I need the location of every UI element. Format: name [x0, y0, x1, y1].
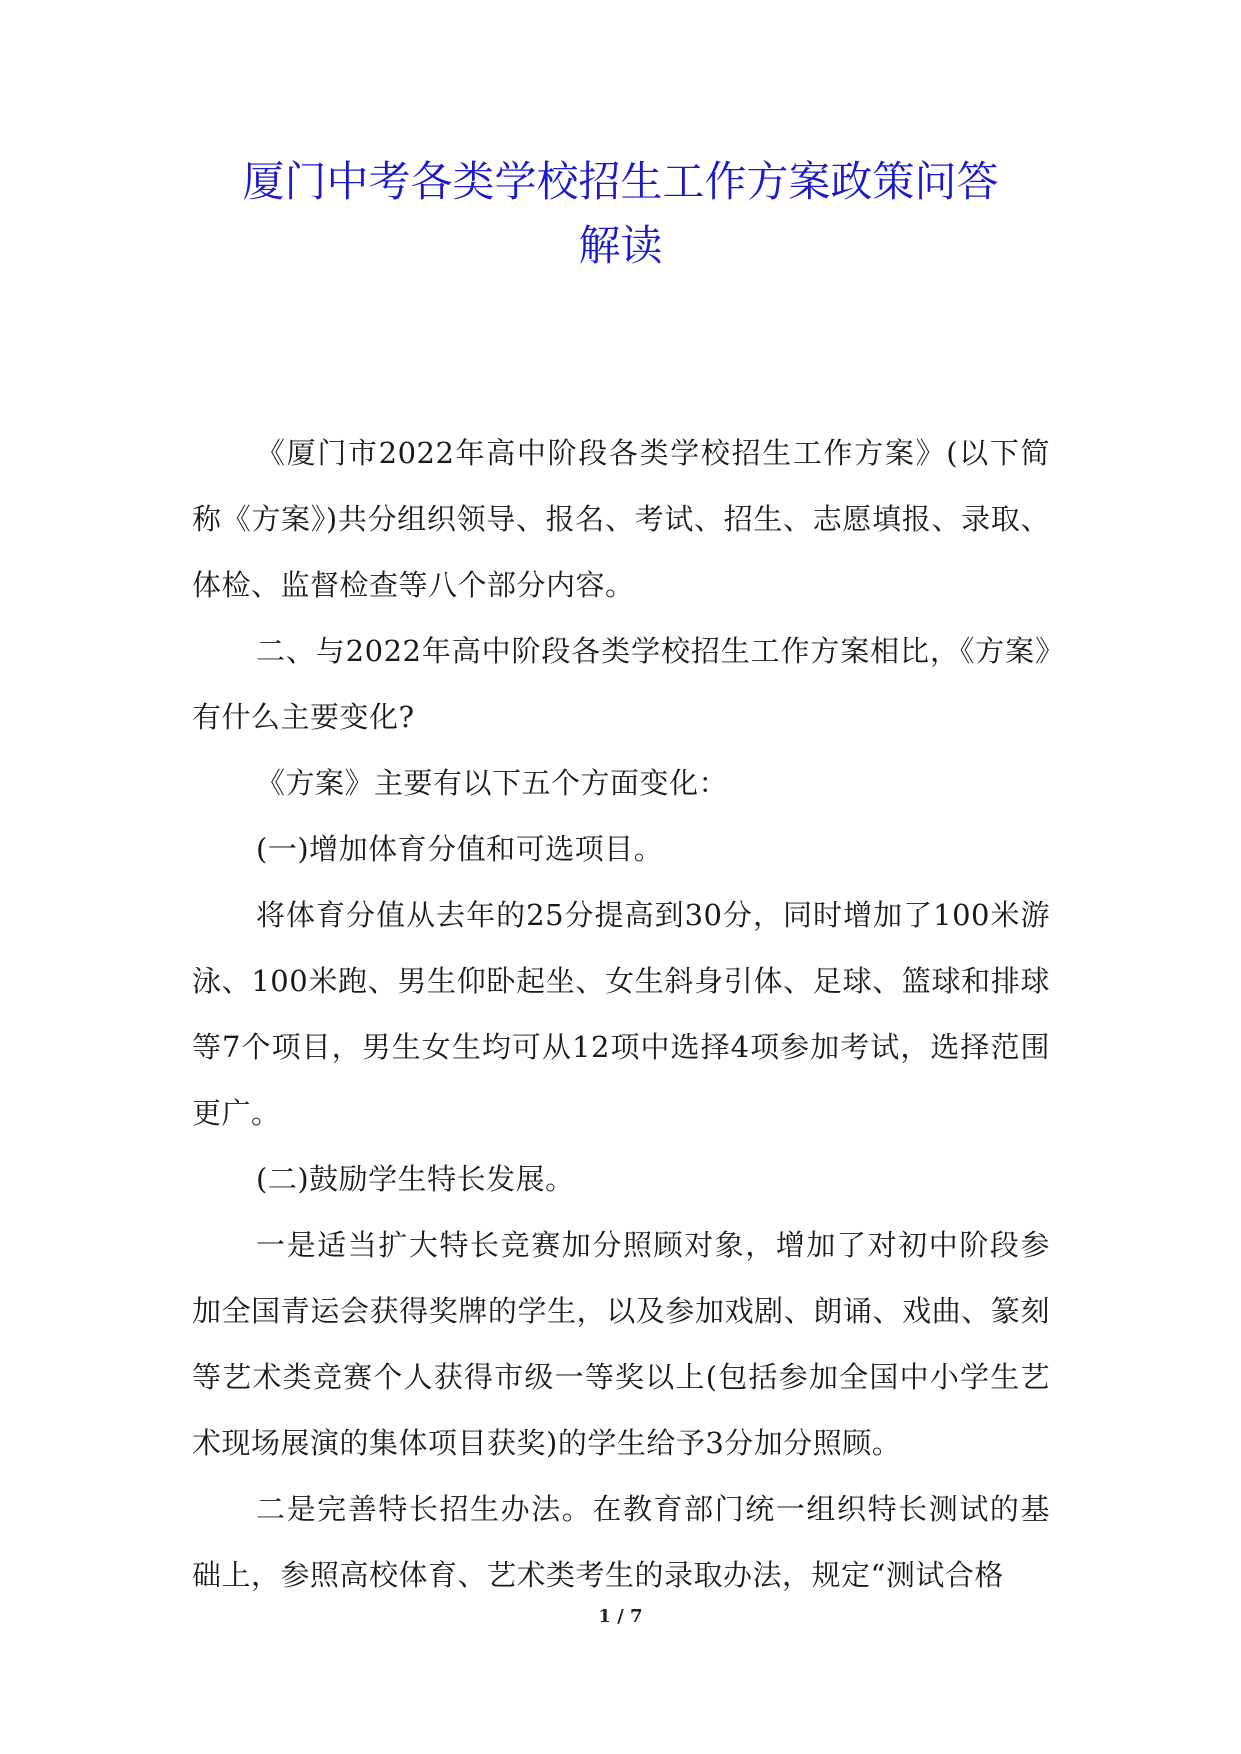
document-title-line1: 厦门中考各类学校招生工作方案政策问答	[242, 157, 999, 206]
paragraph: 将体育分值从去年的25分提高到30分，同时增加了100米游泳、100米跑、男生仰卧起坐、女生斜身引体、足球、篮球和排球等7个项目，男生女生均可从12项中选择4项参加考试，选择范围更广。	[192, 898, 1050, 1130]
paragraph: 《方案》主要有以下五个方面变化：	[256, 766, 729, 800]
paragraph: 二是完善特长招生办法。在教育部门统一组织特长测试的基础上，参照高校体育、艺术类考生的录取办法，规定“测试合格	[192, 1492, 1050, 1592]
document-body	[192, 420, 1050, 1608]
document-title	[180, 150, 1061, 278]
document-title-line2: 解读	[578, 221, 663, 270]
paragraph: 《厦门市2022年高中阶段各类学校招生工作方案》(以下简称《方案》)共分组织领导、报名、考试、招生、志愿填报、录取、体检、监督检查等八个部分内容。	[192, 436, 1050, 602]
paragraph: (一)增加体育分值和可选项目。	[256, 832, 664, 866]
paragraph: 一是适当扩大特长竞赛加分照顾对象，增加了对初中阶段参加全国青运会获得奖牌的学生，以及参加戏剧、朗诵、戏曲、篆刻等艺术类竞赛个人获得市级一等奖以上(包括参加全国中小学生艺术现场展演的集体项目获奖)的学生给予3分加分照顾。	[192, 1228, 1050, 1460]
paragraph: 二、与2022年高中阶段各类学校招生工作方案相比，《方案》有什么主要变化?	[192, 634, 1050, 734]
paragraph: (二)鼓励学生特长发展。	[256, 1162, 575, 1196]
page-number: 1 / 7	[598, 1606, 643, 1627]
